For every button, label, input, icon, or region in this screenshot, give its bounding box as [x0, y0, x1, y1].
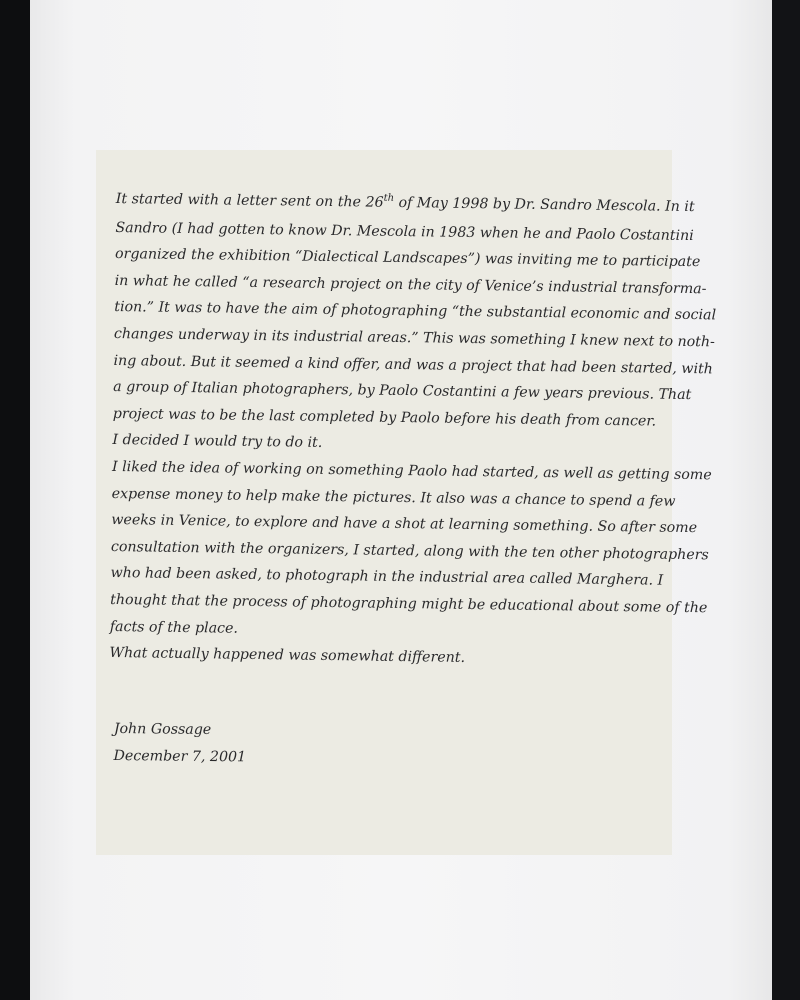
- signature-date: December 7, 2001: [113, 747, 247, 766]
- letter-line: I decided I would try to do it.: [112, 432, 323, 452]
- letter-line: changes underway in its industrial areas.” This was something I knew next to noth-: [113, 325, 715, 351]
- letter-line: who had been asked, to photograph in the industrial area called Marghera. I: [110, 565, 664, 589]
- letter-line: weeks in Venice, to explore and have a shot at learning something. So after some: [111, 512, 698, 537]
- letter-line: facts of the place.: [109, 618, 239, 637]
- letter-line: organized the exhibition “Dialectical Landscapes”) was inviting me to participate: [114, 246, 701, 271]
- letter-line: project was to be the last completed by Paolo before his death from cancer.: [112, 405, 657, 430]
- letter-line: expense money to help make the pictures. It also was a chance to spend a few: [111, 485, 676, 510]
- letter-line: What actually happened was somewhat different.: [109, 645, 466, 667]
- letter-line: consultation with the organizers, I started, along with the ten other photographers: [110, 538, 709, 564]
- book-edge-right: [772, 0, 800, 1000]
- author-name: John Gossage: [113, 720, 212, 739]
- letter-line: I liked the idea of working on something Paolo had started, as well as getting some: [111, 458, 712, 484]
- letter-line: tion.” It was to have the aim of photographing “the substantial economic and social: [114, 299, 717, 324]
- signature-block: [113, 716, 246, 771]
- letter-line: a group of Italian photographers, by Paolo Costantini a few years previous. That: [113, 379, 692, 404]
- letter-line: Sandro (I had gotten to know Dr. Mescola in 1983 when he and Paolo Costantini: [115, 219, 694, 244]
- letter-text: [109, 186, 717, 674]
- book-edge-left: [0, 0, 30, 1000]
- letter-line: thought that the process of photographing might be educational about some of the: [110, 591, 708, 617]
- letter-line: It started with a letter sent on the 26th of May 1998 by Dr. Sandro Mescola. In it: [115, 190, 695, 216]
- letter-line: ing about. But it seemed a kind offer, and was a project that had been started, with: [113, 352, 713, 377]
- letter-line: in what he called “a research project on the city of Venice’s industrial transforma-: [114, 272, 707, 298]
